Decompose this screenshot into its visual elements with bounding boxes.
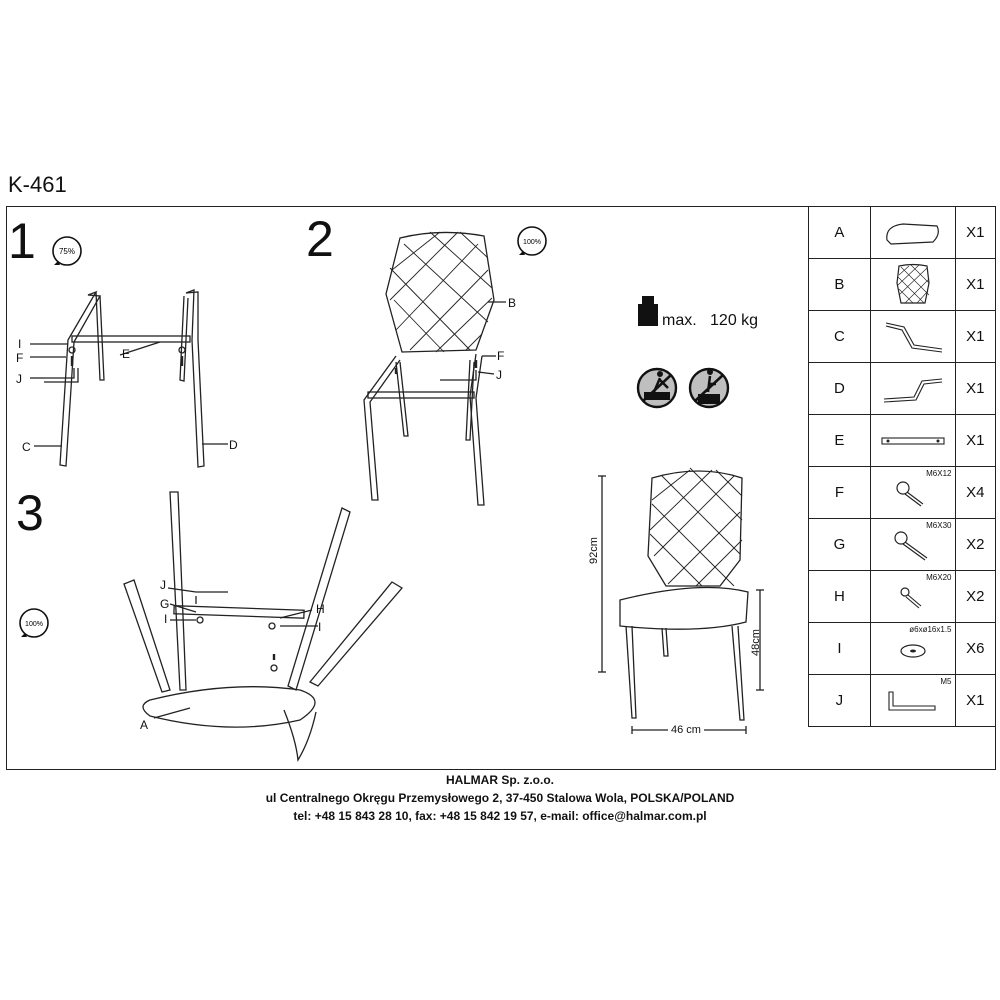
step-1-label-f: F <box>16 351 24 365</box>
max-load-prefix: max. <box>662 312 697 329</box>
table-row <box>809 467 996 519</box>
table-row <box>809 207 996 259</box>
torque-value-step-3: 100% <box>25 621 43 628</box>
height-dimension: 92cm <box>588 537 600 564</box>
torque-value-step-1: 75% <box>58 247 76 256</box>
step-1-label-c: C <box>22 440 31 454</box>
part-a-picture <box>870 207 955 259</box>
part-b-picture <box>870 259 955 311</box>
step-3-label-i-right: I <box>318 620 322 634</box>
part-d-picture <box>870 363 955 415</box>
seat-height-dimension: 48cm <box>750 629 762 656</box>
part-qty: X2 <box>955 519 996 571</box>
leg-frame-c-icon <box>878 319 948 355</box>
part-qty: X1 <box>955 363 996 415</box>
footer-address: ul Centralnego Okręgu Przemysłowego 2, 37-450 Stalowa Wola, POLSKA/POLAND <box>265 791 735 805</box>
part-spec: M5 <box>940 677 952 686</box>
no-climbing-icon <box>690 369 728 407</box>
step-1-label-i: I <box>18 337 22 351</box>
part-qty: X4 <box>955 467 996 519</box>
part-letter: D <box>809 363 871 415</box>
part-g-picture <box>870 519 955 571</box>
part-letter: H <box>809 571 871 623</box>
backrest-icon <box>893 263 933 307</box>
allen-key-j-step-1 <box>44 368 74 378</box>
table-row <box>809 311 996 363</box>
part-spec: M6X12 <box>926 469 952 478</box>
footer <box>0 770 1000 824</box>
part-letter: G <box>809 519 871 571</box>
step-2-label-j: J <box>496 368 502 382</box>
footer-company: HALMAR Sp. z.o.o. <box>446 773 554 787</box>
part-letter: C <box>809 311 871 363</box>
part-qty: X1 <box>955 675 996 727</box>
table-row <box>809 571 996 623</box>
step-3-label-j: J <box>160 578 166 592</box>
bolt-icon <box>891 528 935 562</box>
part-letter: F <box>809 467 871 519</box>
table-row <box>809 623 996 675</box>
step-1-number: 1 <box>8 213 36 269</box>
part-qty: X6 <box>955 623 996 675</box>
bolt-icon <box>893 478 933 508</box>
table-row <box>809 415 996 467</box>
step-3-label-h: H <box>316 602 325 616</box>
part-j-picture <box>870 675 955 727</box>
step-2-number: 2 <box>306 211 334 267</box>
table-row <box>809 259 996 311</box>
part-letter: J <box>809 675 871 727</box>
part-spec: M6X20 <box>926 573 952 582</box>
step-1-label-j: J <box>16 372 22 386</box>
part-e-picture <box>870 415 955 467</box>
step-3-chair <box>124 492 402 760</box>
step-2-label-b: B <box>508 296 517 310</box>
model-code: K-461 <box>8 172 67 197</box>
seat-icon <box>883 218 943 248</box>
part-letter: A <box>809 207 871 259</box>
torque-value-step-2: 100% <box>523 239 541 246</box>
reference-chair <box>620 468 748 720</box>
step-1-frame-legs <box>60 290 204 467</box>
part-c-picture <box>870 311 955 363</box>
step-1-label-e: E <box>122 347 131 361</box>
part-f-picture <box>870 467 955 519</box>
part-i-picture <box>870 623 955 675</box>
step-2-chair <box>364 232 494 505</box>
part-spec: ø6xø16x1.5 <box>909 625 952 634</box>
step-3-label-a: A <box>140 718 149 732</box>
width-dimension: 46 cm <box>668 724 704 736</box>
part-h-picture <box>870 571 955 623</box>
footer-contact: tel: +48 15 843 28 10, fax: +48 15 842 19 57, e-mail: office@halmar.com.pl <box>293 809 707 823</box>
part-qty: X2 <box>955 571 996 623</box>
part-qty: X1 <box>955 311 996 363</box>
parts-list <box>808 206 996 727</box>
part-qty: X1 <box>955 259 996 311</box>
part-letter: B <box>809 259 871 311</box>
table-row <box>809 519 996 571</box>
washer-icon <box>895 637 931 661</box>
step-3-label-i-left: I <box>164 612 168 626</box>
crossbar-icon <box>878 433 948 449</box>
no-standing-icon <box>638 369 676 407</box>
seat-a <box>143 687 315 727</box>
step-3-number: 3 <box>16 485 44 541</box>
step-1-label-d: D <box>229 438 238 452</box>
bolt-icon <box>895 582 931 612</box>
max-load <box>662 312 758 330</box>
part-qty: X1 <box>955 415 996 467</box>
part-spec: M6X30 <box>926 521 952 530</box>
table-row <box>809 675 996 727</box>
step-2-label-f: F <box>497 349 505 363</box>
crossbar-e <box>72 336 190 342</box>
part-qty: X1 <box>955 207 996 259</box>
allen-key-icon <box>883 686 943 716</box>
part-letter: E <box>809 415 871 467</box>
weight-icon <box>638 296 658 326</box>
step-3-label-g: G <box>160 597 170 611</box>
max-load-value: 120 kg <box>710 312 759 329</box>
table-row <box>809 363 996 415</box>
leg-frame-d-icon <box>878 371 948 407</box>
part-letter: I <box>809 623 871 675</box>
